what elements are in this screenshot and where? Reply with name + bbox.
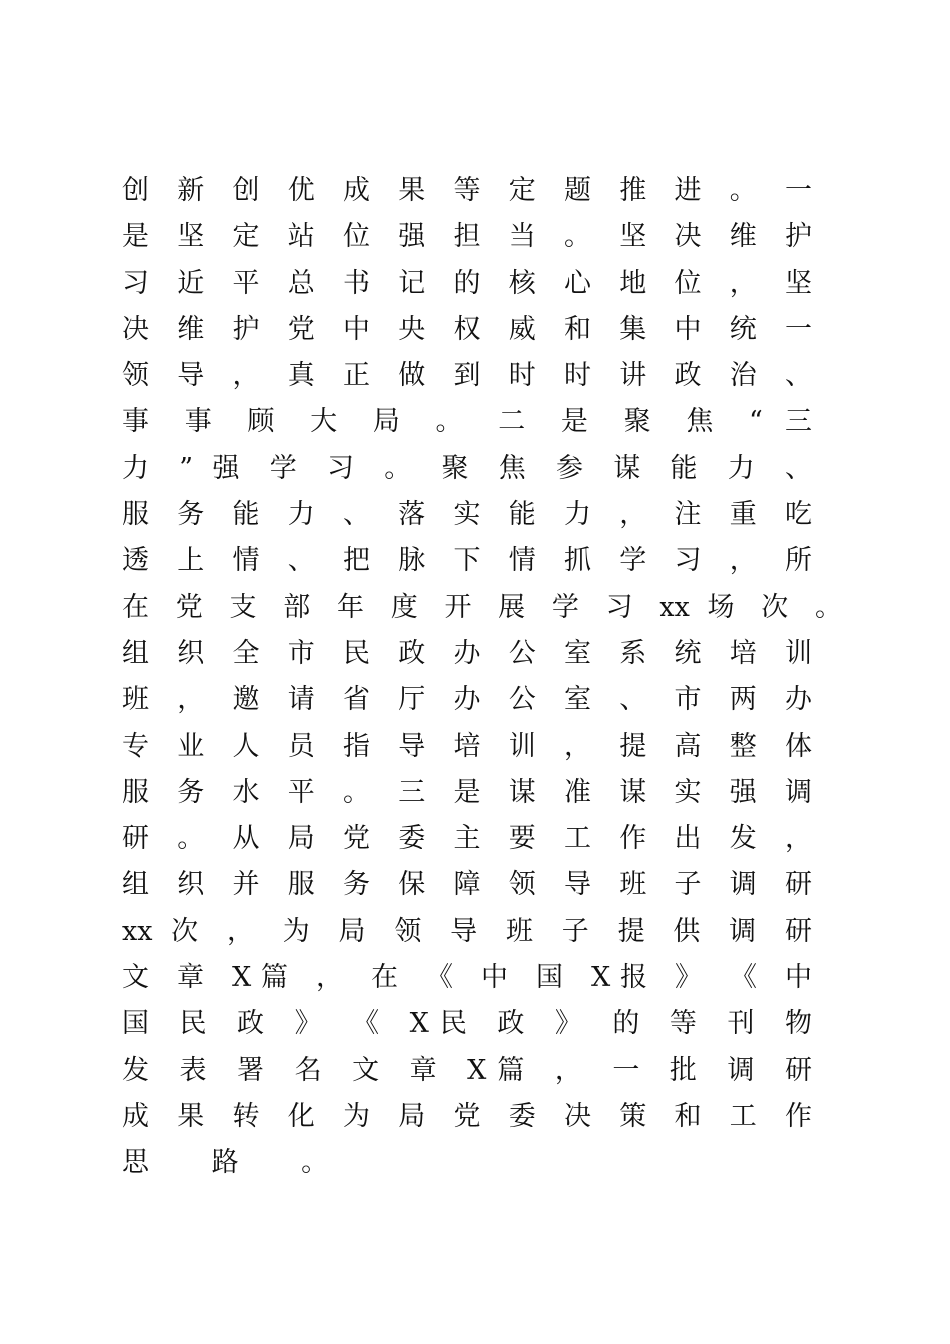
text-line-12: 班 ， 邀 请 省 厅 办 公 室 、 市 两 办 (122, 684, 812, 716)
text-line-6: 事 事 顾 大 局 。 二 是 聚 焦 “ 三 (122, 406, 812, 438)
text-line-3: 习 近 平 总 书 记 的 核 心 地 位 ， 坚 (122, 267, 812, 299)
text-line-2: 是 坚 定 站 位 强 担 当 。 坚 决 维 护 (122, 221, 812, 253)
text-line-9: 透 上 情 、 把 脉 下 情 抓 学 习 ， 所 (122, 545, 812, 577)
body-paragraph (122, 168, 842, 1187)
text-line-4: 决 维 护 党 中 央 权 威 和 集 中 统 一 (122, 313, 812, 345)
text-line-1: 创 新 创 优 成 果 等 定 题 推 进 。 一 (122, 175, 812, 206)
text-line-13: 专 业 人 员 指 导 培 训 ， 提 高 整 体 (122, 730, 812, 762)
text-line-11: 组 织 全 市 民 政 办 公 室 系 统 培 训 (122, 637, 812, 669)
text-line-15: 研 。 从 局 党 委 主 要 工 作 出 发 ， (122, 823, 812, 855)
text-line-16: 组 织 并 服 务 保 障 领 导 班 子 调 研 (122, 869, 812, 901)
text-line-5: 领 导 ， 真 正 做 到 时 时 讲 政 治 、 (122, 360, 812, 392)
text-line-14: 服 务 水 平 。 三 是 谋 准 谋 实 强 调 (122, 776, 812, 808)
text-line-18: 文 章 X篇 ， 在 《 中 国 X报 》 《 中 (122, 962, 812, 994)
text-line-8: 服 务 能 力 、 落 实 能 力 ， 注 重 吃 (122, 499, 812, 531)
text-line-19: 国 民 政 》 《 X民 政 》 的 等 刊 物 (122, 1008, 812, 1040)
text-line-21: 成 果 转 化 为 局 党 委 决 策 和 工 作 (122, 1100, 812, 1132)
text-line-10: 在 党 支 部 年 度 开 展 学 习 xx 场 次 。 (122, 591, 842, 623)
text-line-17: xx 次 ， 为 局 领 导 班 子 提 供 调 研 (122, 915, 812, 947)
text-line-20: 发 表 署 名 文 章 X篇 ， 一 批 调 研 (122, 1054, 812, 1086)
text-line-7: 力 ” 强 学 习 。 聚 焦 参 谋 能 力 、 (122, 452, 812, 484)
text-line-22: 思 路 。 (122, 1147, 356, 1179)
